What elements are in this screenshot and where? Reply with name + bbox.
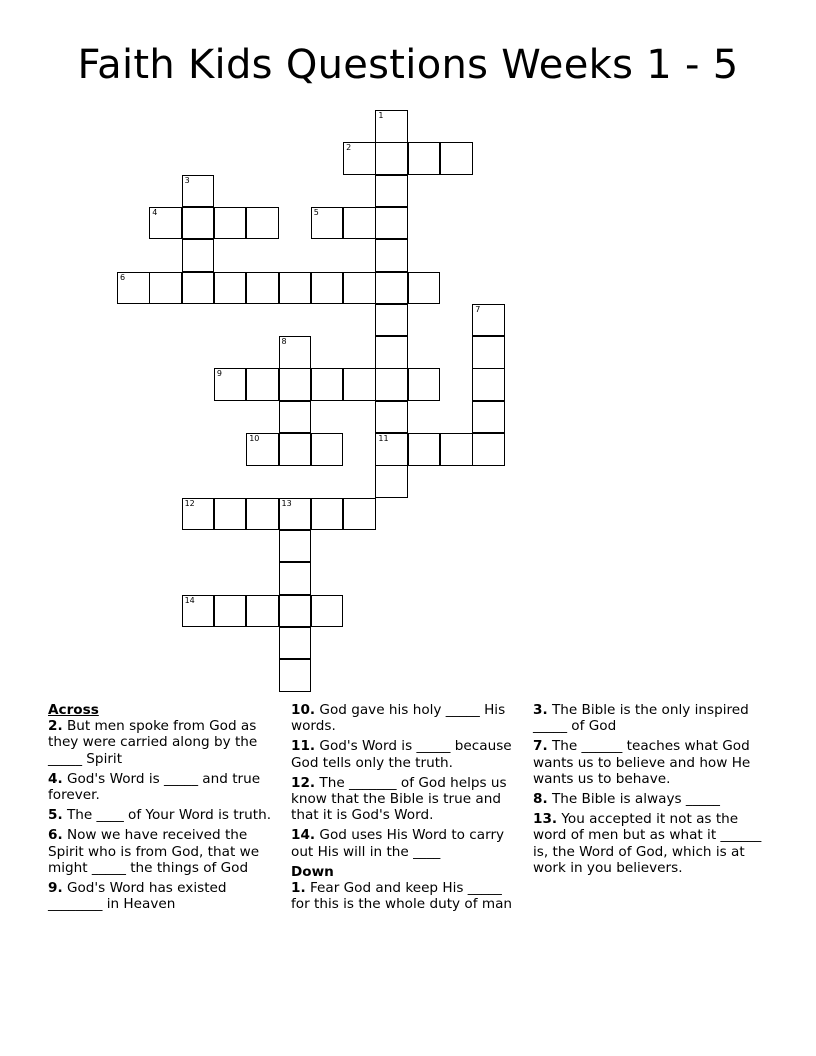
clue-text: God's Word has existed ________ in Heaven bbox=[48, 880, 227, 913]
crossword-cell[interactable] bbox=[279, 272, 312, 305]
clue-number: 2 bbox=[346, 143, 352, 153]
crossword-cell[interactable] bbox=[117, 272, 150, 305]
across-clue-list-continued bbox=[291, 702, 519, 860]
clue-num: 1. bbox=[291, 880, 306, 897]
clue-text: The ____ of Your Word is truth. bbox=[62, 807, 272, 824]
crossword-cell[interactable] bbox=[375, 304, 408, 337]
crossword-cell[interactable] bbox=[279, 336, 312, 369]
crossword-cell[interactable] bbox=[440, 433, 473, 466]
clue-number: 3 bbox=[184, 175, 190, 185]
crossword-cell[interactable] bbox=[375, 465, 408, 498]
clue-number: 5 bbox=[313, 207, 319, 217]
crossword-cell[interactable] bbox=[246, 207, 279, 240]
crossword-cell[interactable] bbox=[279, 627, 312, 660]
clue bbox=[291, 827, 519, 859]
clue-text: Fear God and keep His _____ for this is the whole duty of man bbox=[291, 880, 513, 913]
crossword-cell[interactable] bbox=[311, 207, 344, 240]
crossword-cell[interactable] bbox=[279, 498, 312, 531]
clue bbox=[533, 791, 763, 807]
clue-text: You accepted it not as the word of men but as what it ______ is, the Word of God, which is at work in you believers. bbox=[533, 811, 762, 876]
crossword-cell[interactable] bbox=[182, 175, 215, 208]
clue bbox=[291, 738, 519, 770]
across-heading: Across bbox=[48, 702, 99, 718]
clue bbox=[48, 880, 284, 912]
clue-number: 7 bbox=[475, 304, 481, 314]
crossword-cell[interactable] bbox=[375, 207, 408, 240]
clue-num: 4. bbox=[48, 770, 63, 787]
clue-text: The ______ teaches what God wants us to believe and how He wants us to behave. bbox=[533, 738, 751, 787]
clue bbox=[291, 880, 519, 912]
clues-column-3 bbox=[533, 702, 763, 880]
crossword-cell[interactable] bbox=[246, 272, 279, 305]
clues-column-1 bbox=[48, 702, 284, 916]
clue-number: 12 bbox=[184, 498, 195, 508]
clue-text: The Bible is the only inspired _____ of God bbox=[533, 702, 749, 735]
clue-text: God uses His Word to carry out His will in the ____ bbox=[291, 827, 505, 860]
clue-num: 12. bbox=[291, 774, 316, 791]
crossword-cell[interactable] bbox=[214, 368, 247, 401]
clue-num: 13. bbox=[533, 811, 558, 828]
crossword-cell[interactable] bbox=[311, 272, 344, 305]
crossword-cell[interactable] bbox=[311, 433, 344, 466]
clue-num: 9. bbox=[48, 880, 63, 897]
crossword-cell[interactable] bbox=[182, 595, 215, 628]
clue-num: 10. bbox=[291, 702, 316, 718]
clue-text: God's Word is _____ because God tells only the truth. bbox=[291, 738, 512, 771]
crossword-cell[interactable] bbox=[375, 368, 408, 401]
crossword-cell[interactable] bbox=[408, 433, 441, 466]
clues-column-2 bbox=[291, 702, 519, 916]
clue-num: 5. bbox=[48, 807, 63, 824]
crossword-cell[interactable] bbox=[149, 207, 182, 240]
clue-text: But men spoke from God as they were carried along by the _____ Spirit bbox=[48, 718, 258, 767]
crossword-cell[interactable] bbox=[408, 272, 441, 305]
crossword-cell[interactable] bbox=[246, 433, 279, 466]
clue-number: 10 bbox=[249, 434, 260, 443]
clue-text: Now we have received the Spirit who is from God, that we might _____ the things of God bbox=[48, 827, 260, 876]
clue-num: 3. bbox=[533, 702, 548, 718]
crossword-cell[interactable] bbox=[246, 498, 279, 531]
crossword-cell[interactable] bbox=[375, 272, 408, 305]
clue bbox=[48, 718, 284, 767]
clue-number: 8 bbox=[281, 337, 287, 347]
clue bbox=[48, 807, 284, 823]
clue-text: The Bible is always _____ bbox=[547, 791, 720, 808]
down-heading: Down bbox=[291, 863, 334, 880]
clue-number: 13 bbox=[281, 498, 292, 508]
crossword-cell[interactable] bbox=[472, 304, 505, 337]
clue bbox=[291, 702, 519, 734]
crossword-cell[interactable] bbox=[375, 433, 408, 466]
crossword-cell[interactable] bbox=[343, 142, 376, 175]
crossword-cell[interactable] bbox=[214, 498, 247, 531]
crossword-cell[interactable] bbox=[440, 142, 473, 175]
crossword-cell[interactable] bbox=[375, 142, 408, 175]
clue bbox=[533, 738, 763, 787]
crossword-cell[interactable] bbox=[343, 368, 376, 401]
clue-number: 11 bbox=[378, 434, 389, 443]
crossword-cell[interactable] bbox=[279, 659, 312, 692]
clue bbox=[533, 811, 763, 876]
down-clue-list bbox=[291, 880, 519, 912]
clue-num: 2. bbox=[48, 718, 63, 735]
crossword-cell[interactable] bbox=[375, 110, 408, 143]
crossword-cell[interactable] bbox=[375, 336, 408, 369]
crossword-cell[interactable] bbox=[214, 272, 247, 305]
crossword-cell[interactable] bbox=[311, 595, 344, 628]
crossword-cell[interactable] bbox=[472, 401, 505, 434]
clue bbox=[48, 827, 284, 876]
crossword-cell[interactable] bbox=[182, 272, 215, 305]
clue-number: 4 bbox=[152, 207, 158, 217]
crossword-cell[interactable] bbox=[472, 336, 505, 369]
clue-number: 1 bbox=[378, 111, 384, 120]
clue-num: 6. bbox=[48, 827, 63, 844]
crossword-cell[interactable] bbox=[214, 207, 247, 240]
clue-num: 11. bbox=[291, 738, 316, 755]
clue-number: 14 bbox=[184, 595, 195, 605]
crossword-cell[interactable] bbox=[279, 530, 312, 563]
crossword-cell[interactable] bbox=[246, 368, 279, 401]
crossword-cell[interactable] bbox=[279, 368, 312, 401]
crossword-cell[interactable] bbox=[279, 562, 312, 595]
crossword-cell[interactable] bbox=[472, 368, 505, 401]
crossword-cell[interactable] bbox=[408, 142, 441, 175]
crossword-cell[interactable] bbox=[279, 433, 312, 466]
crossword-cell[interactable] bbox=[182, 207, 215, 240]
clue-text: The _______ of God helps us know that the Bible is true and that it is God's Word. bbox=[291, 774, 507, 824]
crossword-cell[interactable] bbox=[182, 498, 215, 531]
crossword-cell[interactable] bbox=[279, 595, 312, 628]
crossword-cell[interactable] bbox=[375, 401, 408, 434]
crossword-cell[interactable] bbox=[472, 433, 505, 466]
clue bbox=[533, 702, 763, 734]
crossword-cell[interactable] bbox=[375, 175, 408, 208]
crossword-cell[interactable] bbox=[279, 401, 312, 434]
crossword-cell[interactable] bbox=[149, 272, 182, 305]
clue-number: 6 bbox=[120, 272, 126, 282]
crossword-cell[interactable] bbox=[311, 498, 344, 531]
clue bbox=[48, 771, 284, 803]
crossword-cell[interactable] bbox=[182, 239, 215, 272]
clue-number: 9 bbox=[216, 369, 222, 379]
crossword-cell[interactable] bbox=[375, 239, 408, 272]
crossword-cell[interactable] bbox=[343, 272, 376, 305]
clue-num: 8. bbox=[533, 791, 548, 808]
crossword-cell[interactable] bbox=[408, 368, 441, 401]
crossword-cell[interactable] bbox=[246, 595, 279, 628]
clue-num: 14. bbox=[291, 827, 316, 844]
clue-text: God's Word is _____ and true forever. bbox=[48, 770, 261, 804]
down-clue-list-continued bbox=[533, 702, 763, 876]
crossword-cell[interactable] bbox=[214, 595, 247, 628]
crossword-cell[interactable] bbox=[343, 207, 376, 240]
crossword-cell[interactable] bbox=[343, 498, 376, 531]
clue-num: 7. bbox=[533, 738, 548, 755]
across-clue-list bbox=[48, 718, 284, 912]
crossword-cell[interactable] bbox=[311, 368, 344, 401]
page-title: Faith Kids Questions Weeks 1 - 5 bbox=[77, 42, 739, 88]
clue bbox=[291, 775, 519, 824]
clue-text: God gave his holy _____ His words. bbox=[291, 702, 506, 735]
